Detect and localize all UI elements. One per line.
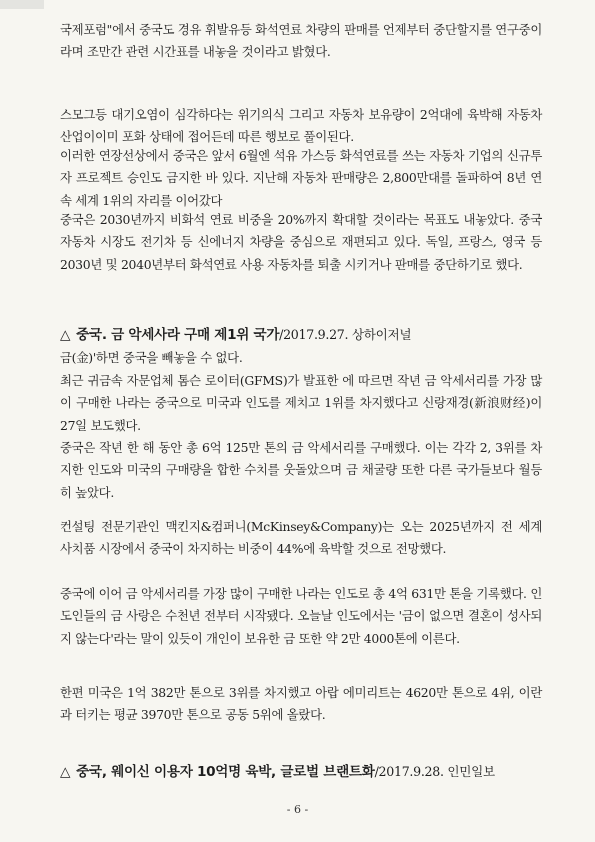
paragraph: 스모그등 대기오염이 심각하다는 위기의식 그리고 자동차 보유량이 2억대에 육박해 자동차 산업이이미 포화 상태에 접어든데 따른 행보로 풀이된다. — [60, 107, 542, 145]
section-title: 중국, 웨이신 이용자 10억명 육박, 글로벌 브랜트화 — [76, 764, 375, 780]
paragraph: 중국은 작년 한 해 동안 총 6억 125만 톤의 금 악세서리를 구매했다. 이는 각각 2, 3위를 차지한 인도와 미국의 구매량을 합한 수치를 웃돌았으며 금 채굴량 또한 다른 국가들보다 월등히 높았다. — [60, 440, 542, 500]
section-source: /2017.9.28. 인민일보 — [374, 764, 495, 779]
paragraph: 국제포럼"에서 중국도 경유 휘발유등 화석연료 차량의 판매를 언제부터 중단할지를 연구중이라며 조만간 관련 시간표를 내놓을 것이라고 밝혔다. — [60, 22, 542, 60]
section-title: 중국. 금 악세사라 구매 제1위 국가 — [76, 327, 280, 343]
paragraph: 중국은 2030년까지 비화석 연료 비중을 20%까지 확대할 것이라는 목표도 내놓았다. 중국 자동차 시장도 전기차 등 신에너지 차량을 중심으로 재편되고 있다. 독일, 프랑스, 영국 등 2030년 및 2040년부터 화석연료 사용 자동차를 퇴출 시키거나 판매를 중단하기로 했다. — [60, 212, 542, 272]
paragraph: 이러한 연장선상에서 중국은 앞서 6월엔 석유 가스등 화석연료를 쓰는 자동차 기업의 신규투자 프로젝트 승인도 금지한 바 있다. 지난해 자동차 판매량은 2,800만대를 돌파하여 8년 연속 세계 1위의 자리를 이어갔다 — [60, 148, 542, 208]
paragraph: 중국에 이어 금 악세서리를 가장 많이 구매한 나라는 인도로 총 4억 631만 톤을 기록했다. 인도인들의 금 사랑은 수천년 전부터 시작됐다. 오늘날 인도에서는 '금이 없으면 결혼이 성사되지 않는다'라는 말이 있듯이 개인이 보유한 금 또한 약 2만 4000톤에 이른다. — [60, 586, 542, 646]
paragraph: 최근 귀금속 자문업체 톰슨 로이터(GFMS)가 발표한 에 따르면 작년 금 악세서리를 가장 많이 구매한 나라는 중국으로 미국과 인도를 제치고 1위를 차지했다고 신랑재경(新浪财经)이 27일 보도했다. — [60, 373, 542, 433]
scan-corner-mark — [0, 0, 44, 9]
paragraph: 금(金)'하면 중국을 빼놓을 수 없다. — [60, 350, 243, 365]
section-heading — [60, 760, 550, 780]
section-source: /2017.9.27. 상하이저널 — [279, 327, 412, 342]
page-number: - 6 - — [286, 803, 309, 816]
paragraph: 한편 미국은 1억 382만 톤으로 3위를 차지했고 아랍 에미리트는 4620만 톤으로 4위, 이란과 터키는 평균 3970만 톤으로 공동 5위에 올랐다. — [60, 685, 542, 723]
triangle-marker-icon: △ — [60, 327, 71, 343]
paragraph: 컨설팅 전문기관인 맥킨지&컴퍼니(McKinsey&Company)는 오는 2025년까지 전 세계 사치품 시장에서 중국이 차지하는 비중이 44%에 육박할 것으로 전망했다. — [60, 519, 542, 557]
section-heading — [60, 323, 550, 343]
triangle-marker-icon: △ — [60, 764, 71, 780]
